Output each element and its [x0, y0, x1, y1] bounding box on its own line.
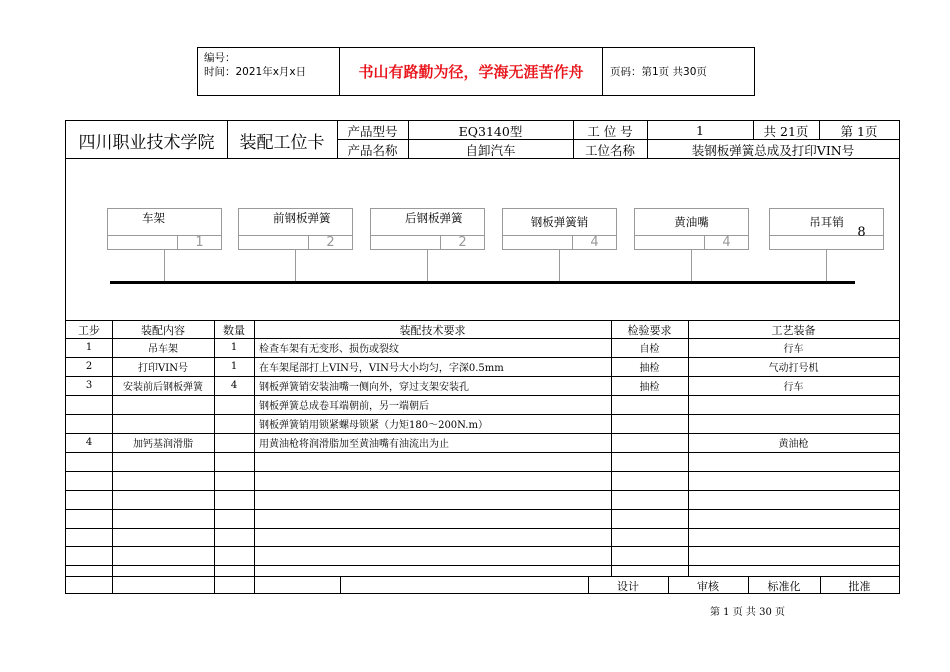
cell-qty: 1	[230, 361, 238, 373]
cell-content: 安装前后钢板弹簧	[123, 382, 203, 394]
part-name: 吊耳销	[809, 215, 844, 229]
cell-equipment: 气动打号机	[768, 363, 819, 375]
cell-inspection	[611, 415, 688, 433]
col-header-inspection: 检验要求	[627, 323, 672, 337]
page-no: 第 1页	[840, 123, 878, 139]
part-qty: 2	[308, 235, 352, 249]
station-no-value: 1	[696, 123, 704, 138]
col-header-equipment: 工艺装备	[771, 323, 816, 337]
cell-equipment: 行车	[783, 344, 804, 356]
part-qty: 4	[704, 235, 748, 249]
cell-step: 3	[85, 380, 93, 392]
frame-axis-line	[110, 281, 855, 284]
cell-inspection: 自检	[639, 344, 660, 356]
cell-inspection: 抽检	[639, 382, 660, 394]
cell-requirement: 用黄油枪将润滑脂加至黄油嘴有油流出为止	[259, 439, 449, 451]
cell-step	[66, 415, 112, 433]
product-name-label: 产品名称	[347, 142, 398, 158]
part-qty: 4	[572, 235, 616, 249]
signoff-design: 设计	[617, 579, 639, 593]
cell-content: 加钙基润滑脂	[133, 439, 193, 451]
col-header-qty: 数量	[223, 323, 245, 337]
part-name: 前钢板弹簧	[273, 211, 331, 225]
cell-qty	[214, 415, 254, 433]
cell-requirement: 钢板弹簧销用锁紧螺母锁紧（力矩180～200N.m）	[259, 420, 488, 432]
col-header-requirement: 装配技术要求	[399, 323, 466, 337]
signoff-approval: 批准	[848, 579, 871, 593]
cell-qty	[214, 434, 254, 452]
cell-equipment: 黄油枪	[778, 439, 809, 451]
cell-content: 打印VIN号	[138, 363, 188, 375]
col-header-step: 工步	[78, 323, 100, 337]
cell-step: 2	[85, 361, 93, 373]
part-name: 黄油嘴	[674, 215, 709, 229]
document-header	[197, 47, 755, 96]
assembly-station-card	[65, 120, 900, 594]
time-label: 时间：2021年x月x日	[204, 66, 307, 78]
cell-inspection: 抽检	[639, 363, 660, 375]
signoff-review: 审核	[697, 579, 719, 593]
cell-content	[112, 396, 214, 414]
card-title: 装配工位卡	[239, 132, 325, 153]
product-name-value: 自卸汽车	[465, 142, 516, 158]
station-no-label: 工 位 号	[587, 123, 633, 139]
product-model-label: 产品型号	[347, 123, 398, 139]
station-name-value: 装钢板弹簧总成及打印VIN号	[691, 142, 855, 158]
part-box	[634, 208, 749, 250]
cell-requirement: 钢板弹簧总成卷耳端朝前，另一端朝后	[259, 401, 429, 413]
cell-equipment	[688, 396, 899, 414]
header-meta	[198, 48, 340, 95]
total-pages: 共 21页	[763, 123, 809, 139]
cell-requirement: 钢板弹簧销安装油嘴一侧向外，穿过支架安装孔	[259, 382, 469, 394]
cell-equipment	[688, 415, 899, 433]
col-header-content: 装配内容	[141, 323, 185, 337]
school-name: 四川职业技术学院	[78, 132, 215, 153]
part-name: 车架	[142, 211, 165, 225]
cell-qty: 1	[230, 342, 238, 354]
cell-content: 吊车架	[148, 344, 178, 356]
product-model-value: EQ3140型	[458, 123, 523, 139]
number-label: 编号：	[204, 52, 236, 64]
station-name-label: 工位名称	[584, 142, 635, 158]
footer-page-number: 第 1 页 共 30 页	[710, 607, 785, 618]
cell-requirement: 检查车架有无变形、损伤或裂纹	[259, 344, 399, 356]
cell-equipment: 行车	[783, 382, 804, 394]
cell-inspection	[611, 396, 688, 414]
cell-content	[112, 415, 214, 433]
cell-step: 4	[85, 437, 93, 449]
page-label: 页码：第1页 共30页	[610, 66, 707, 78]
part-qty: 8	[857, 224, 866, 240]
signoff-standardization: 标准化	[767, 579, 801, 593]
part-qty: 2	[440, 235, 484, 249]
cell-step: 1	[85, 342, 93, 354]
part-box	[238, 208, 353, 250]
cell-step	[66, 396, 112, 414]
part-qty: 1	[177, 235, 221, 249]
part-box	[370, 208, 485, 250]
cell-qty: 4	[230, 380, 238, 392]
part-name: 后钢板弹簧	[405, 211, 463, 225]
part-box	[769, 208, 884, 250]
motto-text: 书山有路勤为径，学海无涯苦作舟	[340, 48, 603, 95]
part-name: 钢板弹簧销	[530, 215, 589, 229]
part-box	[502, 208, 617, 250]
part-box	[107, 208, 222, 250]
cell-qty	[214, 396, 254, 414]
cell-inspection	[611, 434, 688, 452]
cell-requirement: 在车架尾部打上VIN号，VIN号大小均匀，字深0.5mm	[259, 363, 504, 375]
